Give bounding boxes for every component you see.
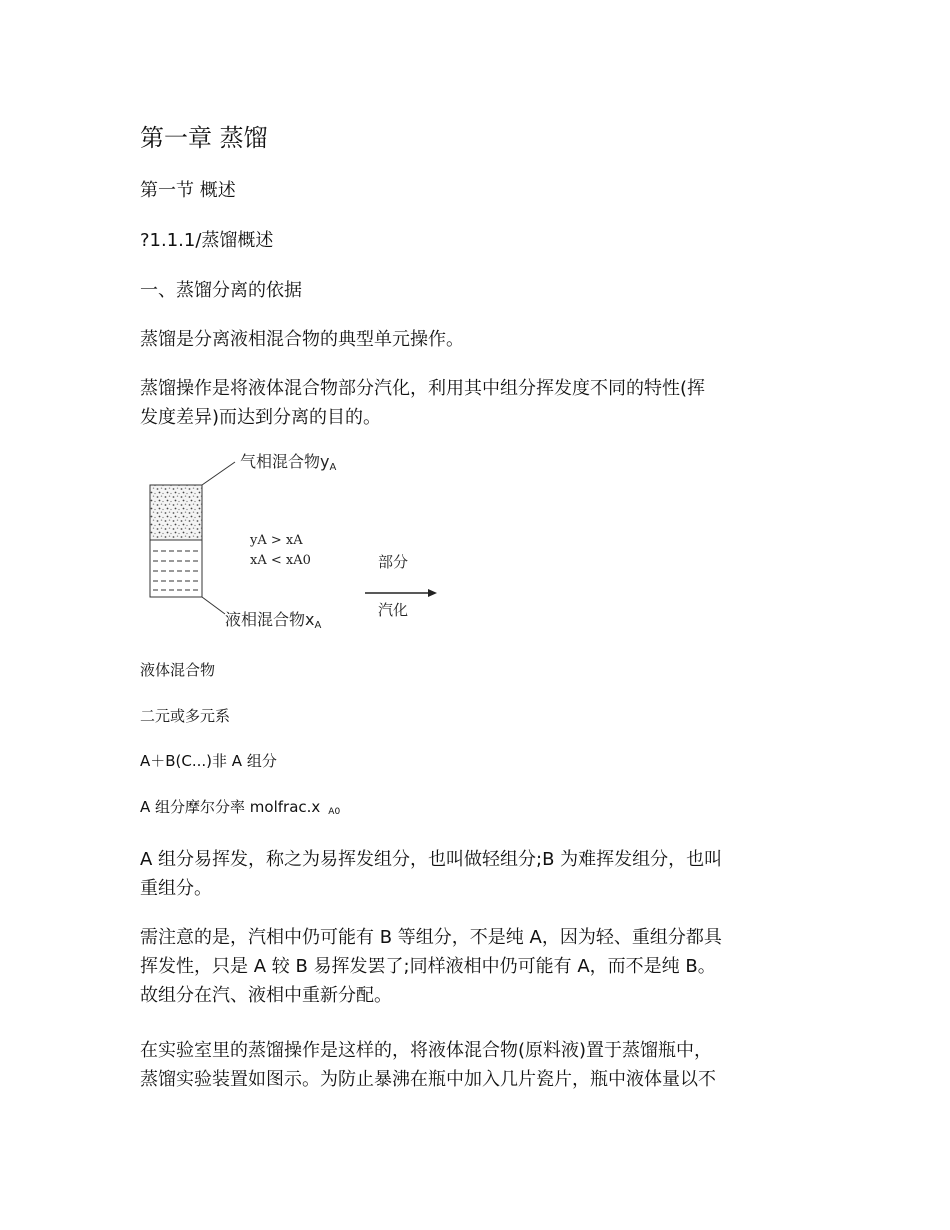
paragraph-4-line-2: 挥发性，只是 A 较 B 易挥发罢了;同样液相中仍可能有 A，而不是纯 B。: [140, 956, 716, 977]
relation-y-greater-x: yA > xA: [250, 533, 303, 548]
paragraph-3-line-2: 重组分。: [140, 878, 212, 899]
small-text-mole-fraction: A 组分摩尔分率 molfrac.x $_{A0}$: [140, 798, 341, 817]
vaporization-figure: [140, 447, 460, 637]
paragraph-2-line-1: 蒸馏操作是将液体混合物部分汽化，利用其中组分挥发度不同的特性(挥: [140, 378, 706, 399]
vapor-mixture-label: 气相混合物yA: [240, 452, 337, 473]
liquid-phase-region: [150, 540, 202, 597]
small-text-binary-multicomponent: 二元或多元系: [140, 707, 231, 725]
paragraph-3-line-1: A 组分易挥发，称之为易挥发组分，也叫做轻组分;B 为难挥发组分，也叫: [140, 849, 723, 870]
vapor-leader-line: [202, 462, 235, 485]
small-text-liquid-mixture: 液体混合物: [140, 661, 216, 679]
paragraph-2: [140, 374, 812, 432]
paragraph-4-line-1: 需注意的是，汽相中仍可能有 B 等组分，不是纯 A，因为轻、重组分都具: [140, 927, 722, 948]
small-text-components: A＋B(C...)非 A 组分: [140, 752, 277, 770]
liquid-leader-line: [202, 597, 225, 614]
vaporization-arrowhead: [428, 589, 437, 597]
paragraph-5-line-1: 在实验室里的蒸馏操作是这样的，将液体混合物(原料液)置于蒸馏瓶中，: [140, 1040, 713, 1061]
arrow-label-partial: 部分: [378, 553, 409, 571]
paragraph-4-line-3: 故组分在汽、液相中重新分配。: [140, 985, 392, 1006]
vapor-phase-region: [150, 485, 202, 540]
paragraph-4: [140, 923, 812, 1010]
paragraph-3: [140, 845, 812, 903]
chapter-title: 第一章 蒸馏: [140, 124, 268, 152]
relation-x-less-x0: xA < xA0: [250, 553, 311, 568]
paragraph-1: 蒸馏是分离液相混合物的典型单元操作。: [140, 329, 464, 350]
arrow-label-vaporization: 汽化: [378, 601, 409, 619]
liquid-mixture-label: 液相混合物xA: [225, 610, 322, 631]
heading-separation-basis: 一、蒸馏分离的依据: [140, 280, 302, 301]
paragraph-5-line-2: 蒸馏实验装置如图示。为防止暴沸在瓶中加入几片瓷片，瓶中液体量以不: [140, 1069, 716, 1090]
paragraph-2-line-2: 发度差异)而达到分离的目的。: [140, 407, 382, 428]
subsection-ref: ?1.1.1/蒸馏概述: [140, 230, 274, 251]
paragraph-5: [140, 1036, 812, 1094]
section-title: 第一节 概述: [140, 180, 236, 201]
